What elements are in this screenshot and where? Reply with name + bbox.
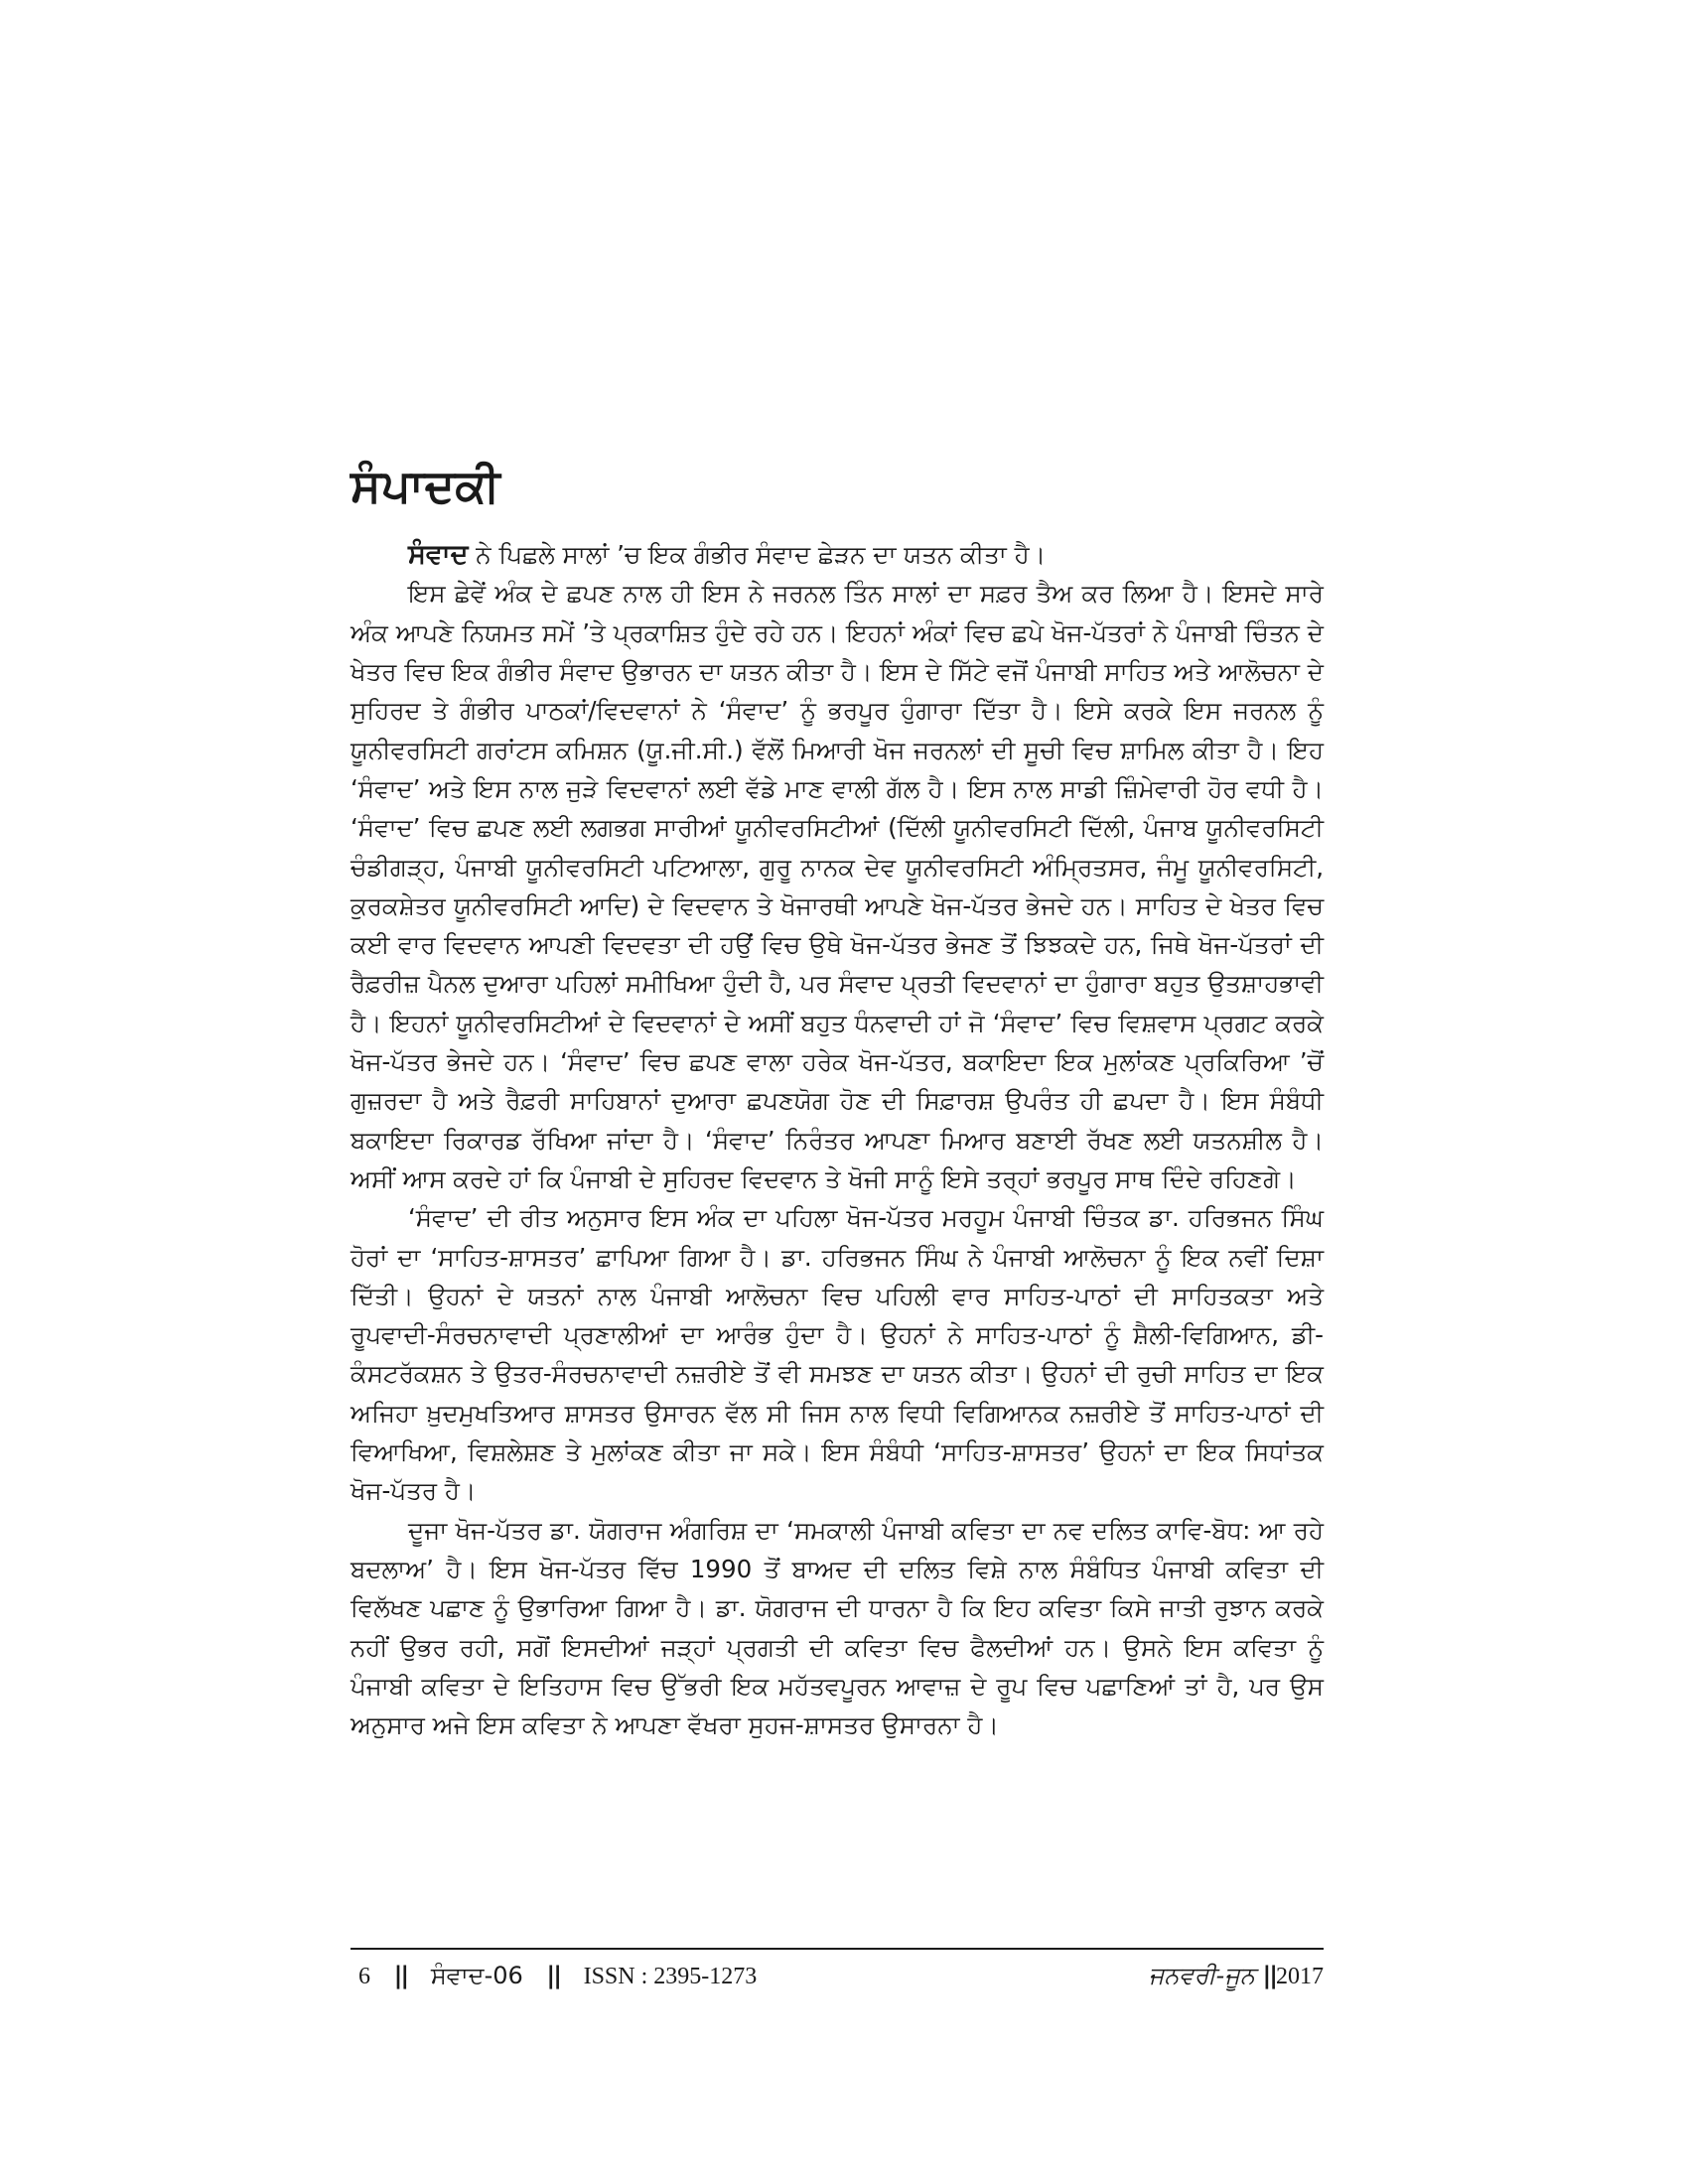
footer-separator: ||	[1262, 1962, 1276, 1989]
paragraph-3: ‘ਸੰਵਾਦ’ ਦੀ ਰੀਤ ਅਨੁਸਾਰ ਇਸ ਅੰਕ ਦਾ ਪਹਿਲਾ ਖੋਜ-ਪੱਤਰ ਮਰਹੂਮ ਪੰਜਾਬੀ ਚਿੰਤਕ ਡਾ. ਹਰਿਭਜਨ ਸਿੰਘ ਹੋਰਾਂ ਦਾ ‘ਸਾਹਿਤ-ਸ਼ਾਸਤਰ’ ਛਾਪਿਆ ਗਿਆ ਹੈ। ਡਾ. ਹਰਿਭਜਨ ਸਿੰਘ ਨੇ ਪੰਜਾਬੀ ਆਲੋਚਨਾ ਨੂੰ ਇਕ ਨਵੀਂ ਦਿਸ਼ਾ ਦਿੱਤੀ। ਉਹਨਾਂ ਦੇ ਯਤਨਾਂ ਨਾਲ ਪੰਜਾਬੀ ਆਲੋਚਨਾ ਵਿਚ ਪਹਿਲੀ ਵਾਰ ਸਾਹਿਤ-ਪਾਠਾਂ ਦੀ ਸਾਹਿਤਕਤਾ ਅਤੇ ਰੂਪਵਾਦੀ-ਸੰਰਚਨਾਵਾਦੀ ਪ੍ਰਣਾਲੀਆਂ ਦਾ ਆਰੰਭ ਹੁੰਦਾ ਹੈ। ਉਹਨਾਂ ਨੇ ਸਾਹਿਤ-ਪਾਠਾਂ ਨੂੰ ਸ਼ੈਲੀ-ਵਿਗਿਆਨ, ਡੀ-ਕੰਸਟਰੱਕਸ਼ਨ ਤੇ ਉਤਰ-ਸੰਰਚਨਾਵਾਦੀ ਨਜ਼ਰੀਏ ਤੋਂ ਵੀ ਸਮਝਣ ਦਾ ਯਤਨ ਕੀਤਾ। ਉਹਨਾਂ ਦੀ ਰੁਚੀ ਸਾਹਿਤ ਦਾ ਇਕ ਅਜਿਹਾ ਖ਼ੁਦਮੁਖਤਿਆਰ ਸ਼ਾਸਤਰ ਉਸਾਰਨ ਵੱਲ ਸੀ ਜਿਸ ਨਾਲ ਵਿਧੀ ਵਿਗਿਆਨਕ ਨਜ਼ਰੀਏ ਤੋਂ ਸਾਹਿਤ-ਪਾਠਾਂ ਦੀ ਵਿਆਖਿਆ, ਵਿਸ਼ਲੇਸ਼ਣ ਤੇ ਮੁਲਾਂਕਣ ਕੀਤਾ ਜਾ ਸਕੇ। ਇਸ ਸੰਬੰਧੀ ‘ਸਾਹਿਤ-ਸ਼ਾਸਤਰ’ ਉਹਨਾਂ ਦਾ ਇਕ ਸਿਧਾਂਤਕ ਖੋਜ-ਪੱਤਰ ਹੈ।	[351, 1203, 1324, 1506]
editorial-page	[351, 459, 1324, 1744]
paragraph-1	[351, 535, 1324, 574]
paragraph-4: ਦੂਜਾ ਖੋਜ-ਪੱਤਰ ਡਾ. ਯੋਗਰਾਜ ਅੰਗਰਿਸ਼ ਦਾ ‘ਸਮਕਾਲੀ ਪੰਜਾਬੀ ਕਵਿਤਾ ਦਾ ਨਵ ਦਲਿਤ ਕਾਵਿ-ਬੋਧ: ਆ ਰਹੇ ਬਦਲਾਅ’ ਹੈ। ਇਸ ਖੋਜ-ਪੱਤਰ ਵਿੱਚ 1990 ਤੋਂ ਬਾਅਦ ਦੀ ਦਲਿਤ ਵਿਸ਼ੇ ਨਾਲ ਸੰਬੰਧਿਤ ਪੰਜਾਬੀ ਕਵਿਤਾ ਦੀ ਵਿਲੱਖਣ ਪਛਾਣ ਨੂੰ ਉਭਾਰਿਆ ਗਿਆ ਹੈ। ਡਾ. ਯੋਗਰਾਜ ਦੀ ਧਾਰਨਾ ਹੈ ਕਿ ਇਹ ਕਵਿਤਾ ਕਿਸੇ ਜਾਤੀ ਰੁਝਾਨ ਕਰਕੇ ਨਹੀਂ ਉਭਰ ਰਹੀ, ਸਗੋਂ ਇਸਦੀਆਂ ਜੜ੍ਹਾਂ ਪ੍ਰਗਤੀ ਦੀ ਕਵਿਤਾ ਵਿਚ ਫੈਲਦੀਆਂ ਹਨ। ਉਸਨੇ ਇਸ ਕਵਿਤਾ ਨੂੰ ਪੰਜਾਬੀ ਕਵਿਤਾ ਦੇ ਇਤਿਹਾਸ ਵਿਚ ਉੱਭਰੀ ਇਕ ਮਹੱਤਵਪੂਰਨ ਆਵਾਜ਼ ਦੇ ਰੂਪ ਵਿਚ ਪਛਾਣਿਆਂ ਤਾਂ ਹੈ, ਪਰ ਉਸ ਅਨੁਸਾਰ ਅਜੇ ਇਸ ਕਵਿਤਾ ਨੇ ਆਪਣਾ ਵੱਖਰਾ ਸੁਹਜ-ਸ਼ਾਸਤਰ ਉਸਾਰਨਾ ਹੈ।	[351, 1515, 1324, 1740]
paragraph-text: ਨੇ ਪਿਛਲੇ ਸਾਲਾਂ ’ਚ ਇਕ ਗੰਭੀਰ ਸੰਵਾਦ ਛੇੜਨ ਦਾ ਯਤਨ ਕੀਤਾ ਹੈ।	[468, 540, 1047, 570]
footer-separator: ||	[393, 1962, 408, 1989]
journal-issue: ਸੰਵਾਦ-06	[430, 1962, 523, 1989]
footer-separator: ||	[546, 1962, 560, 1989]
journal-name-lead: ਸੰਵਾਦ	[408, 539, 469, 571]
footer-divider	[351, 1948, 1324, 1950]
page-number: 6	[358, 1964, 370, 1989]
issue-year: 2017	[1276, 1964, 1324, 1989]
footer-left	[358, 1958, 773, 1994]
issn: ISSN : 2395-1273	[583, 1964, 758, 1989]
page-footer	[351, 1958, 1324, 1993]
issue-period: ਜਨਵਰੀ-ਜੂਨ	[1148, 1962, 1255, 1989]
footer-right	[1149, 1958, 1324, 1994]
page-title: ਸੰਪਾਦਕੀ	[351, 459, 501, 512]
paragraph-2: ਇਸ ਛੇਵੇਂ ਅੰਕ ਦੇ ਛਪਣ ਨਾਲ ਹੀ ਇਸ ਨੇ ਜਰਨਲ ਤਿੰਨ ਸਾਲਾਂ ਦਾ ਸਫ਼ਰ ਤੈਅ ਕਰ ਲਿਆ ਹੈ। ਇਸਦੇ ਸਾਰੇ ਅੰਕ ਆਪਣੇ ਨਿਯਮਤ ਸਮੇਂ ’ਤੇ ਪ੍ਰਕਾਸ਼ਿਤ ਹੁੰਦੇ ਰਹੇ ਹਨ। ਇਹਨਾਂ ਅੰਕਾਂ ਵਿਚ ਛਪੇ ਖੋਜ-ਪੱਤਰਾਂ ਨੇ ਪੰਜਾਬੀ ਚਿੰਤਨ ਦੇ ਖੇਤਰ ਵਿਚ ਇਕ ਗੰਭੀਰ ਸੰਵਾਦ ਉਭਾਰਨ ਦਾ ਯਤਨ ਕੀਤਾ ਹੈ। ਇਸ ਦੇ ਸਿੱਟੇ ਵਜੋਂ ਪੰਜਾਬੀ ਸਾਹਿਤ ਅਤੇ ਆਲੋਚਨਾ ਦੇ ਸੁਹਿਰਦ ਤੇ ਗੰਭੀਰ ਪਾਠਕਾਂ/ਵਿਦਵਾਨਾਂ ਨੇ ‘ਸੰਵਾਦ’ ਨੂੰ ਭਰਪੂਰ ਹੁੰਗਾਰਾ ਦਿੱਤਾ ਹੈ। ਇਸੇ ਕਰਕੇ ਇਸ ਜਰਨਲ ਨੂੰ ਯੂਨੀਵਰਸਿਟੀ ਗਰਾਂਟਸ ਕਮਿਸ਼ਨ (ਯੂ.ਜੀ.ਸੀ.) ਵੱਲੋਂ ਮਿਆਰੀ ਖੋਜ ਜਰਨਲਾਂ ਦੀ ਸੂਚੀ ਵਿਚ ਸ਼ਾਮਿਲ ਕੀਤਾ ਹੈ। ਇਹ ‘ਸੰਵਾਦ’ ਅਤੇ ਇਸ ਨਾਲ ਜੁੜੇ ਵਿਦਵਾਨਾਂ ਲਈ ਵੱਡੇ ਮਾਣ ਵਾਲੀ ਗੱਲ ਹੈ। ਇਸ ਨਾਲ ਸਾਡੀ ਜ਼ਿੰਮੇਵਾਰੀ ਹੋਰ ਵਧੀ ਹੈ। ‘ਸੰਵਾਦ’ ਵਿਚ ਛਪਣ ਲਈ ਲਗਭਗ ਸਾਰੀਆਂ ਯੂਨੀਵਰਸਿਟੀਆਂ (ਦਿੱਲੀ ਯੂਨੀਵਰਸਿਟੀ ਦਿੱਲੀ, ਪੰਜਾਬ ਯੂਨੀਵਰਸਿਟੀ ਚੰਡੀਗੜ੍ਹ, ਪੰਜਾਬੀ ਯੂਨੀਵਰਸਿਟੀ ਪਟਿਆਲਾ, ਗੁਰੂ ਨਾਨਕ ਦੇਵ ਯੂਨੀਵਰਸਿਟੀ ਅੰਮ੍ਰਿਤਸਰ, ਜੰਮੂ ਯੂਨੀਵਰਸਿਟੀ, ਕੁਰਕਸ਼ੇਤਰ ਯੂਨੀਵਰਸਿਟੀ ਆਦਿ) ਦੇ ਵਿਦਵਾਨ ਤੇ ਖੋਜਾਰਥੀ ਆਪਣੇ ਖੋਜ-ਪੱਤਰ ਭੇਜਦੇ ਹਨ। ਸਾਹਿਤ ਦੇ ਖੇਤਰ ਵਿਚ ਕਈ ਵਾਰ ਵਿਦਵਾਨ ਆਪਣੀ ਵਿਦਵਤਾ ਦੀ ਹਉਂ ਵਿਚ ਉਥੇ ਖੋਜ-ਪੱਤਰ ਭੇਜਣ ਤੋਂ ਝਿਝਕਦੇ ਹਨ, ਜਿਥੇ ਖੋਜ-ਪੱਤਰਾਂ ਦੀ ਰੈਫ਼ਰੀਜ਼ ਪੈਨਲ ਦੁਆਰਾ ਪਹਿਲਾਂ ਸਮੀਖਿਆ ਹੁੰਦੀ ਹੈ, ਪਰ ਸੰਵਾਦ ਪ੍ਰਤੀ ਵਿਦਵਾਨਾਂ ਦਾ ਹੁੰਗਾਰਾ ਬਹੁਤ ਉਤਸ਼ਾਹਭਾਵੀ ਹੈ। ਇਹਨਾਂ ਯੂਨੀਵਰਸਿਟੀਆਂ ਦੇ ਵਿਦਵਾਨਾਂ ਦੇ ਅਸੀਂ ਬਹੁਤ ਧੰਨਵਾਦੀ ਹਾਂ ਜੋ ‘ਸੰਵਾਦ’ ਵਿਚ ਵਿਸ਼ਵਾਸ ਪ੍ਰਗਟ ਕਰਕੇ ਖੋਜ-ਪੱਤਰ ਭੇਜਦੇ ਹਨ। ‘ਸੰਵਾਦ’ ਵਿਚ ਛਪਣ ਵਾਲਾ ਹਰੇਕ ਖੋਜ-ਪੱਤਰ, ਬਕਾਇਦਾ ਇਕ ਮੁਲਾਂਕਣ ਪ੍ਰਕਿਰਿਆ ’ਚੋਂ ਗੁਜ਼ਰਦਾ ਹੈ ਅਤੇ ਰੈਫ਼ਰੀ ਸਾਹਿਬਾਨਾਂ ਦੁਆਰਾ ਛਪਣਯੋਗ ਹੋਣ ਦੀ ਸਿਫ਼ਾਰਸ਼ ਉਪਰੰਤ ਹੀ ਛਪਦਾ ਹੈ। ਇਸ ਸੰਬੰਧੀ ਬਕਾਇਦਾ ਰਿਕਾਰਡ ਰੱਖਿਆ ਜਾਂਦਾ ਹੈ। ‘ਸੰਵਾਦ’ ਨਿਰੰਤਰ ਆਪਣਾ ਮਿਆਰ ਬਣਾਈ ਰੱਖਣ ਲਈ ਯਤਨਸ਼ੀਲ ਹੈ। ਅਸੀਂ ਆਸ ਕਰਦੇ ਹਾਂ ਕਿ ਪੰਜਾਬੀ ਦੇ ਸੁਹਿਰਦ ਵਿਦਵਾਨ ਤੇ ਖੋਜੀ ਸਾਨੂੰ ਇਸੇ ਤਰ੍ਹਾਂ ਭਰਪੂਰ ਸਾਥ ਦਿੰਦੇ ਰਹਿਣਗੇ।	[351, 579, 1324, 1193]
